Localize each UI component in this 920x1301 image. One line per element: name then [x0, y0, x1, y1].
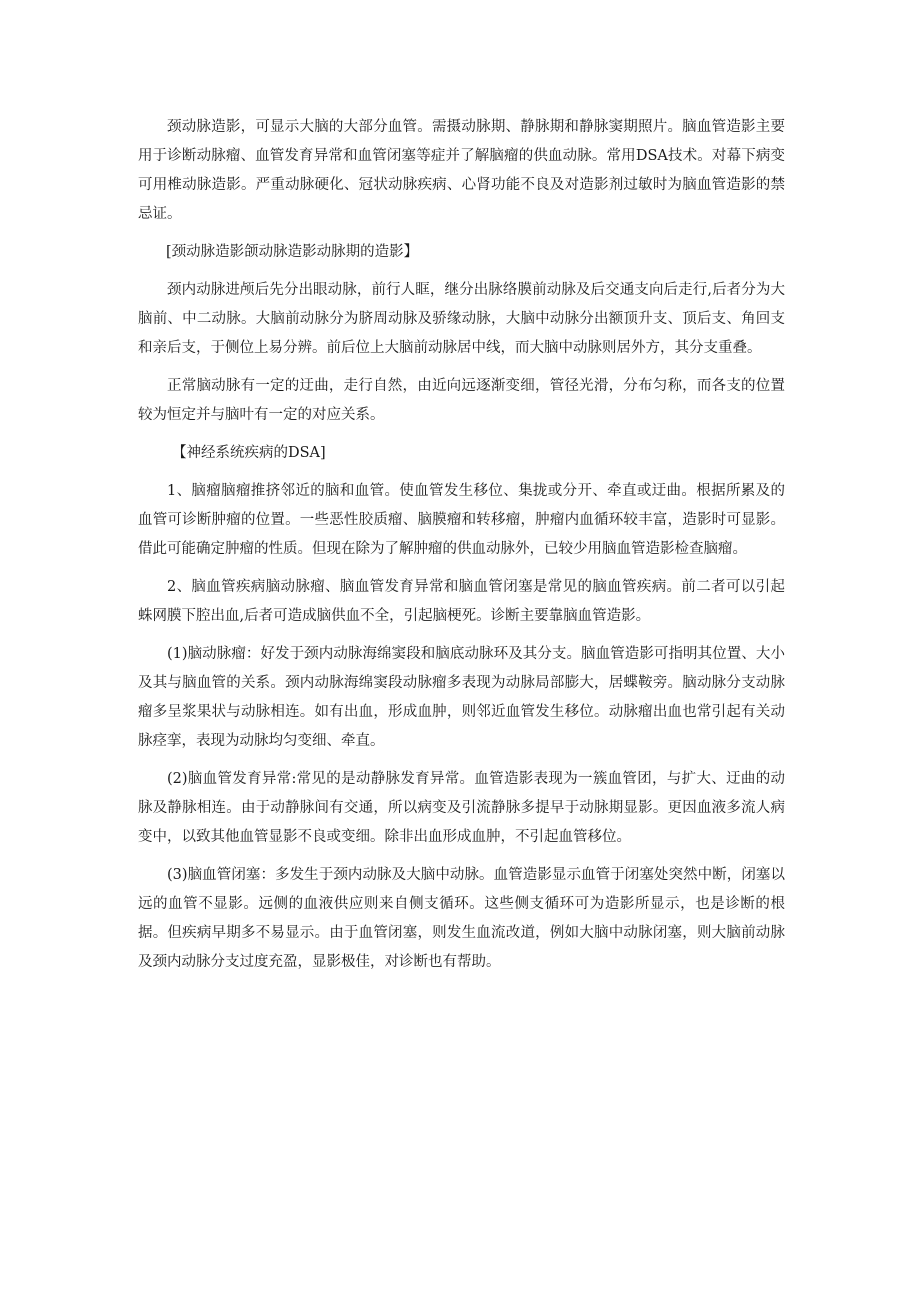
document-body [138, 113, 785, 977]
paragraph-vascular-malformation: (2)脑血管发育异常:常见的是动静脉发育异常。血管造影表现为一簇血管团，与扩大、迂曲的动脉及静脉相连。由于动静脉间有交通，所以病变及引流静脉多提早于动脉期显影。更因血液多流人病变中，以致其他血管显影不良或变细。除非出血形成血肿，不引起血管移位。 [138, 771, 785, 845]
section-heading-neuro-dsa: 【神经系统疾病的DSA] [172, 445, 326, 461]
paragraph-internal-carotid: 颈内动脉进颅后先分出眼动脉，前行人眶，继分出脉络膜前动脉及后交通支向后走行,后者分为大脑前、中二动脉。大脑前动脉分为脐周动脉及骄缘动脉，大脑中动脉分出额顶升支、顶后支、角回支和亲后支，于侧位上易分辨。前后位上大脑前动脉居中线，而大脑中动脉则居外方，其分支重叠。 [138, 282, 785, 356]
paragraph-brain-tumor: 1、脑瘤脑瘤推挤邻近的脑和血管。使血管发生移位、集拢或分开、牵直或迂曲。根据所累及的血管可诊断肿瘤的位置。一些恶性胶质瘤、脑膜瘤和转移瘤，肿瘤内血循环较丰富，造影时可显影。借此可能确定肿瘤的性质。但现在除为了解肿瘤的供血动脉外，已较少用脑血管造影检查脑瘤。 [138, 483, 785, 557]
paragraph-normal-arteries: 正常脑动脉有一定的迂曲，走行自然，由近向远逐渐变细，管径光滑，分布匀称，而各支的位置较为恒定并与脑叶有一定的对应关系。 [138, 378, 785, 423]
paragraph-aneurysm: (1)脑动脉瘤：好发于颈内动脉海绵窦段和脑底动脉环及其分支。脑血管造影可指明其位置、大小及其与脑血管的关系。颈内动脉海绵窦段动脉瘤多表现为动脉局部膨大，居蝶鞍旁。脑动脉分支动脉瘤多呈浆果状与动脉相连。如有出血，形成血肿，则邻近血管发生移位。动脉瘤出血也常引起有关动脉痉挛，表现为动脉均匀变细、牵直。 [138, 646, 785, 749]
section-heading-arterial-phase: [颈动脉造影颌动脉造影动脉期的造影】 [166, 244, 419, 260]
paragraph-vascular-occlusion: (3)脑血管闭塞：多发生于颈内动脉及大脑中动脉。血管造影显示血管于闭塞处突然中断，闭塞以远的血管不显影。远侧的血液供应则来自侧支循环。这些侧支循环可为造影所显示，也是诊断的根据。但疾病早期多不易显示。由于血管闭塞，则发生血流改道，例如大脑中动脉闭塞，则大脑前动脉及颈内动脉分支过度充盈，显影极佳，对诊断也有帮助。 [138, 867, 785, 970]
paragraph-cerebrovascular-disease: 2、脑血管疾病脑动脉瘤、脑血管发育异常和脑血管闭塞是常见的脑血管疾病。前二者可以引起蛛网膜下腔出血,后者可造成脑供血不全，引起脑梗死。诊断主要靠脑血管造影。 [138, 579, 785, 624]
paragraph-carotid-angiography: 颈动脉造影，可显示大脑的大部分血管。需摄动脉期、静脉期和静脉窦期照片。脑血管造影主要用于诊断动脉瘤、血管发育异常和血管闭塞等症并了解脑瘤的供血动脉。常用DSA技术。对幕下病变可用椎动脉造影。严重动脉硬化、冠状动脉疾病、心肾功能不良及对造影剂过敏时为脑血管造影的禁忌证。 [138, 119, 785, 222]
